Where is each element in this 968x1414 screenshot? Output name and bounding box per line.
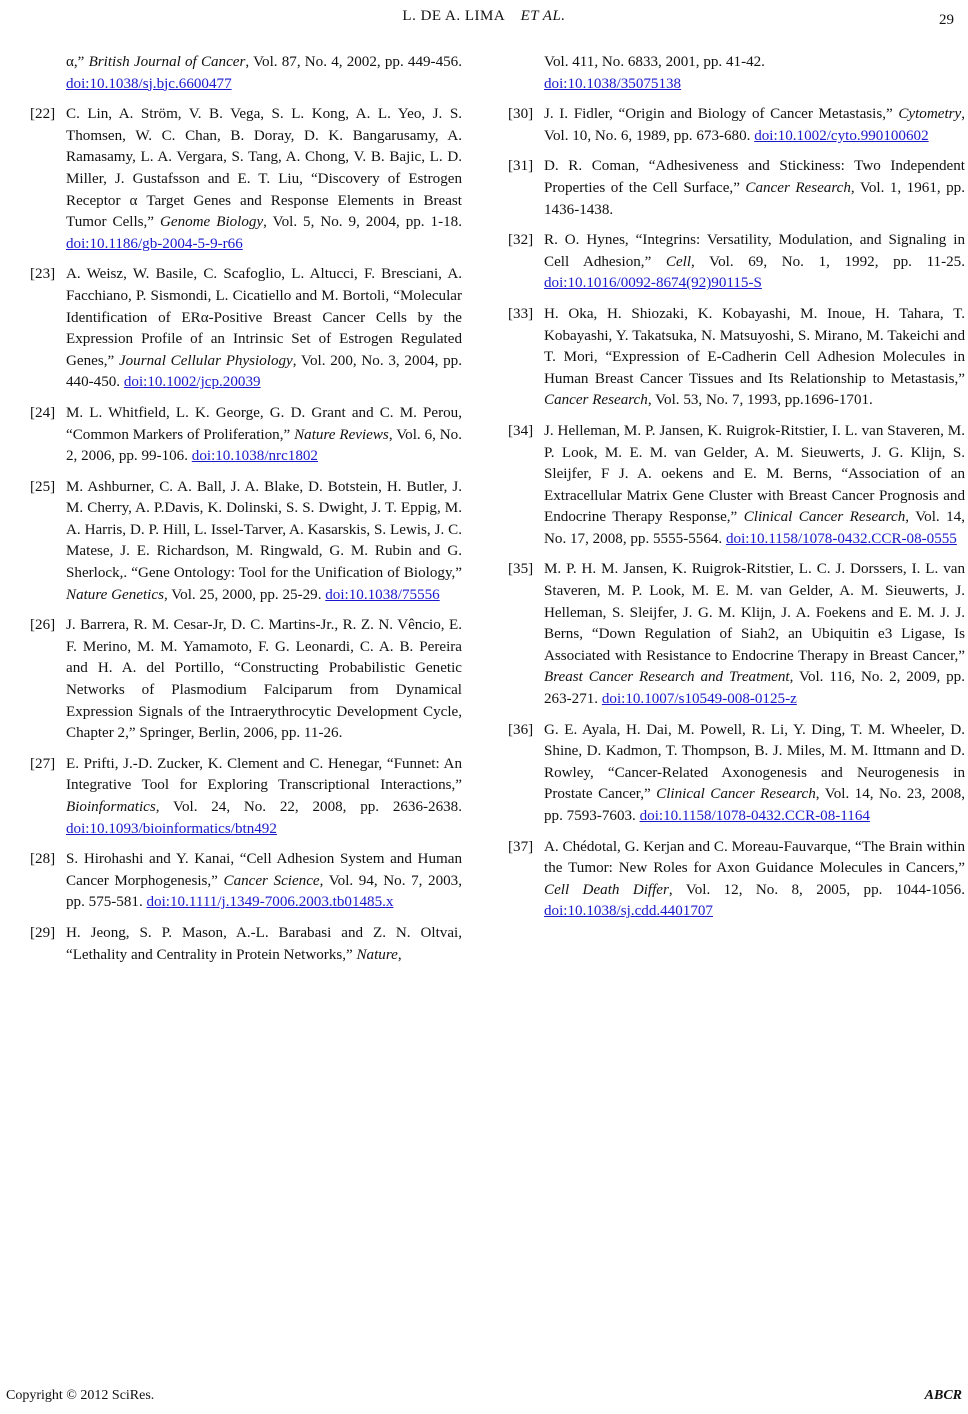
ref-journal: Nature <box>356 946 398 963</box>
ref-text: , Vol. 69, No. 1, 1992, pp. 11-25. <box>691 253 965 270</box>
reference-list-left <box>30 104 462 966</box>
reference-number: [31] <box>508 158 534 175</box>
reference-number: [26] <box>30 617 56 634</box>
doi-link[interactable]: doi:10.1016/0092-8674(92)90115-S <box>544 275 762 292</box>
ref-journal: Cytometry <box>898 106 962 123</box>
page-number: 29 <box>939 12 954 28</box>
ref-text: H. Oka, H. Shiozaki, K. Kobayashi, M. Inoue, H. Tahara, T. Kobayashi, Y. Takatsuka, N. Matsuyoshi, S. Mirano, M. Takeichi and T. Mori, “Expression of E-Cadherin Cell Adhesion Molecules in Human Breast Cancer Tissues and Its Relationship to Metastasis,” <box>544 305 965 387</box>
reference-item <box>30 849 462 914</box>
reference-number: [37] <box>508 838 534 855</box>
ref-text: J. Barrera, R. M. Cesar-Jr, D. C. Martins-Jr., R. Z. N. Vêncio, E. F. Merino, M. M. Yamamoto, F. G. Leonardi, C. A. B. Pereira and H. A. del Portillo, “Constructing Probabilistic Genetic Networks of Plasmodium Falciparum from Dynamical Expression Signals of the Intraerythrocytic Development Cycle, Chapter 2,” Springer, Berlin, 2006, pp. 11-26. <box>66 617 462 742</box>
ref-text: α,” <box>66 54 89 70</box>
doi-link[interactable]: doi:10.1186/gb-2004-5-9-r66 <box>66 235 243 252</box>
reference-item <box>30 264 462 394</box>
ref-journal: Cancer Science <box>223 872 320 889</box>
reference-item <box>508 230 965 295</box>
reference-item <box>508 421 965 551</box>
ref-journal: Journal Cellular Physiology <box>118 352 293 369</box>
reference-number: [23] <box>30 266 56 283</box>
doi-link[interactable]: doi:10.1158/1078-0432.CCR-08-1164 <box>639 808 870 824</box>
reference-item <box>30 477 462 607</box>
ref-text: Vol. 411, No. 6833, 2001, pp. 41-42. <box>544 54 765 70</box>
copyright-notice: Copyright © 2012 SciRes. <box>6 1388 155 1403</box>
reference-continuation-right <box>508 52 965 95</box>
running-head-authors: L. DE A. LIMA <box>402 8 505 24</box>
doi-link[interactable]: doi:10.1002/jcp.20039 <box>123 374 261 391</box>
reference-item <box>508 156 965 221</box>
ref-journal: Breast Cancer Research and Treatment <box>544 669 790 686</box>
reference-number: [32] <box>508 232 534 249</box>
running-head <box>0 8 968 25</box>
reference-number: [25] <box>30 478 56 495</box>
ref-text: , Vol. 5, No. 9, 2004, pp. 1-18. <box>263 214 462 231</box>
ref-text: C. Lin, A. Ström, V. B. Vega, S. L. Kong, A. L. Yeo, J. S. Thomsen, W. C. Chan, B. Doray, D. K. Bangarusamy, A. Ramasamy, L. A. Vergara, S. Tang, A. Chong, V. B. Bajic, L. D. Miller, J. Gustafsson and E. T. Liu, “Discovery of Estrogen Receptor α Target Genes and Response Elements in Breast Tumor Cells,” <box>66 106 462 231</box>
ref-text: , Vol. 94, No. 7, 2003, pp. 575-581. <box>66 872 462 911</box>
reference-item <box>30 104 462 255</box>
ref-text: D. R. Coman, “Adhesiveness and Stickiness: Two Independent Properties of the Cell Surface,” <box>544 158 965 196</box>
ref-text: A. Chédotal, G. Kerjan and C. Moreau-Fauvarque, “The Brain within the Tumor: New Roles for Axon Guidance Molecules in Cancers,” <box>544 838 965 877</box>
doi-link[interactable]: doi:10.1158/1078-0432.CCR-08-0555 <box>725 530 957 547</box>
ref-text: H. Jeong, S. P. Mason, A.-L. Barabasi and Z. N. Oltvai, “Lethality and Centrality in Protein Networks,” <box>66 924 462 963</box>
reference-number: [29] <box>30 924 56 941</box>
reference-item <box>30 923 462 966</box>
doi-link[interactable]: doi:10.1038/sj.bjc.6600477 <box>66 75 232 92</box>
reference-item <box>30 615 462 745</box>
ref-text: , Vol. 12, No. 8, 2005, pp. 1044-1056. <box>668 881 965 898</box>
doi-link[interactable]: doi:10.1093/bioinformatics/btn492 <box>66 820 277 837</box>
ref-text: R. O. Hynes, “Integrins: Versatility, Modulation, and Signaling in Cell Adhesion,” <box>544 232 965 270</box>
ref-journal: Clinical Cancer Research <box>656 786 816 803</box>
ref-text: S. Hirohashi and Y. Kanai, “Cell Adhesion System and Human Cancer Morphogenesis,” <box>66 851 462 889</box>
ref-text: , Vol. 6, No. 2, 2006, pp. 99-106. <box>66 426 462 465</box>
ref-text: , Vol. 14, No. 23, 2008, pp. 7593-7603. <box>544 786 965 824</box>
running-head-et-al: ET AL. <box>520 8 566 24</box>
ref-text: , Vol. 14, No. 17, 2008, pp. 5555-5564. <box>544 509 965 547</box>
ref-text: E. Prifti, J.-D. Zucker, K. Clement and C. Henegar, “Funnet: An Integrative Tool for Exploring Transcriptional Interactions,” <box>66 755 462 794</box>
reference-number: [34] <box>508 422 534 439</box>
ref-text: J. Helleman, M. P. Jansen, K. Ruigrok-Ritstier, I. L. van Staveren, M. P. Look, M. E. M. van Gelder, A. M. Sieuwerts, J. G. Klijn, S. Sleijfer, F J. A. oekens and E. M. Berns, “Association of an Extracellular Matrix Gene Cluster with Breast Cancer Prognosis and Endocrine Therapy Response,” <box>544 422 965 526</box>
ref-text: , Vol. 25, 2000, pp. 25-29. <box>163 586 326 603</box>
page-footer <box>6 1388 962 1408</box>
page-header <box>0 4 968 34</box>
reference-number: [35] <box>508 561 534 578</box>
ref-text: , Vol. 24, No. 22, 2008, pp. 2636-2638. <box>155 799 462 815</box>
ref-text: , <box>397 946 402 963</box>
reference-number: [27] <box>30 755 56 772</box>
ref-text: , Vol. 10, No. 6, 1989, pp. 673-680. <box>544 106 965 144</box>
doi-link[interactable]: doi:10.1002/cyto.990100602 <box>754 127 929 144</box>
reference-number: [36] <box>508 721 534 738</box>
ref-text: , Vol. 53, No. 7, 1993, pp.1696-1701. <box>647 392 873 409</box>
reference-item <box>508 304 965 412</box>
ref-journal: Cell <box>665 253 692 270</box>
ref-text: , Vol. 1, 1961, pp. 1436-1438. <box>544 179 965 218</box>
ref-text: M. L. Whitfield, L. K. George, G. D. Grant and C. M. Perou, “Common Markers of Proliferation,” <box>66 404 462 443</box>
reference-number: [33] <box>508 305 534 322</box>
doi-link[interactable]: doi:10.1038/sj.cdd.4401707 <box>544 903 713 920</box>
ref-text: A. Weisz, W. Basile, C. Scafoglio, L. Altucci, F. Bresciani, A. Facchiano, P. Sismondi, L. Cicatiello and M. Bortoli, “Molecular Identification of ERα-Positive Breast Cancer Cells by the Expression Profile of an Intrinsic Set of Estrogen Regulated Genes,” <box>66 266 462 369</box>
doi-link[interactable]: doi:10.1038/75556 <box>325 586 440 603</box>
doi-link[interactable]: doi:10.1038/35075138 <box>544 75 682 92</box>
doi-link[interactable]: doi:10.1007/s10549-008-0125-z <box>601 691 797 708</box>
reference-item <box>508 559 965 710</box>
reference-item <box>508 104 965 147</box>
ref-journal: British Journal of Cancer <box>88 54 246 70</box>
ref-journal: Cell Death Differ <box>544 881 669 898</box>
journal-abbrev: ABCR <box>924 1388 962 1403</box>
reference-number: [30] <box>508 106 534 123</box>
ref-journal: Cancer Research <box>544 392 648 409</box>
ref-journal: Clinical Cancer Research <box>743 509 906 526</box>
ref-text: M. Ashburner, C. A. Ball, J. A. Blake, D. Botstein, H. Butler, J. M. Cherry, A. P.Davis, K. Dolinski, S. S. Dwight, J. T. Eppig, M. A. Harris, D. P. Hill, L. Issel-Tarver, A. Kasarskis, S. Lewis, J. C. Matese, J. E. Richardson, M. Ringwald, G. M. Rubin and G. Sherlock,. “Gene Ontology: Tool for the Unification of Biology,” <box>66 478 462 582</box>
reference-continuation-left <box>30 52 462 95</box>
ref-journal: Bioinformatics <box>66 799 156 815</box>
reference-item <box>508 837 965 923</box>
doi-link[interactable]: doi:10.1111/j.1349-7006.2003.tb01485.x <box>146 894 394 911</box>
ref-journal: Genome Biology <box>159 214 264 231</box>
reference-number: [24] <box>30 404 56 421</box>
reference-item <box>30 403 462 468</box>
ref-text: , Vol. 87, No. 4, 2002, pp. 449-456. <box>245 54 462 70</box>
reference-item <box>30 754 462 840</box>
ref-journal: Cancer Research <box>745 179 851 196</box>
ref-text: J. I. Fidler, “Origin and Biology of Cancer Metastasis,” <box>544 106 899 123</box>
ref-text: G. E. Ayala, H. Dai, M. Powell, R. Li, Y. Ding, T. M. Wheeler, D. Shine, D. Kadmon, T. Thompson, B. J. Miles, M. M. Ittmann and D. Rowley, “Cancer-Related Axonogenesis and Neurogenesis in Prostate Cancer,” <box>544 721 965 803</box>
ref-text: , Vol. 116, No. 2, 2009, pp. 263-271. <box>544 669 965 708</box>
doi-link[interactable]: doi:10.1038/nrc1802 <box>191 448 318 465</box>
ref-text: M. P. H. M. Jansen, K. Ruigrok-Ritstier, L. C. J. Dorssers, I. L. van Staveren, M. P. Look, M. E. M. van Gelder, A. M. Sieuwerts, J. Helleman, S. Sleijfer, J. G. M. Klijn, J. A. Foekens and E. M. J. J. Berns, “Down Regulation of Siah2, an Ubiquitin e3 Ligase, Is Associated with Resistance to Endocrine Therapy in Breast Cancer,” <box>544 561 965 664</box>
reference-number: [28] <box>30 851 56 868</box>
ref-text: , Vol. 200, No. 3, 2004, pp. 440-450. <box>66 352 462 391</box>
ref-journal: Nature Genetics <box>66 586 164 603</box>
reference-item <box>508 720 965 828</box>
reference-number: [22] <box>30 106 56 123</box>
reference-list-right <box>508 104 965 923</box>
left-column <box>30 52 462 975</box>
right-column <box>508 52 965 932</box>
ref-journal: Nature Reviews <box>294 426 389 443</box>
